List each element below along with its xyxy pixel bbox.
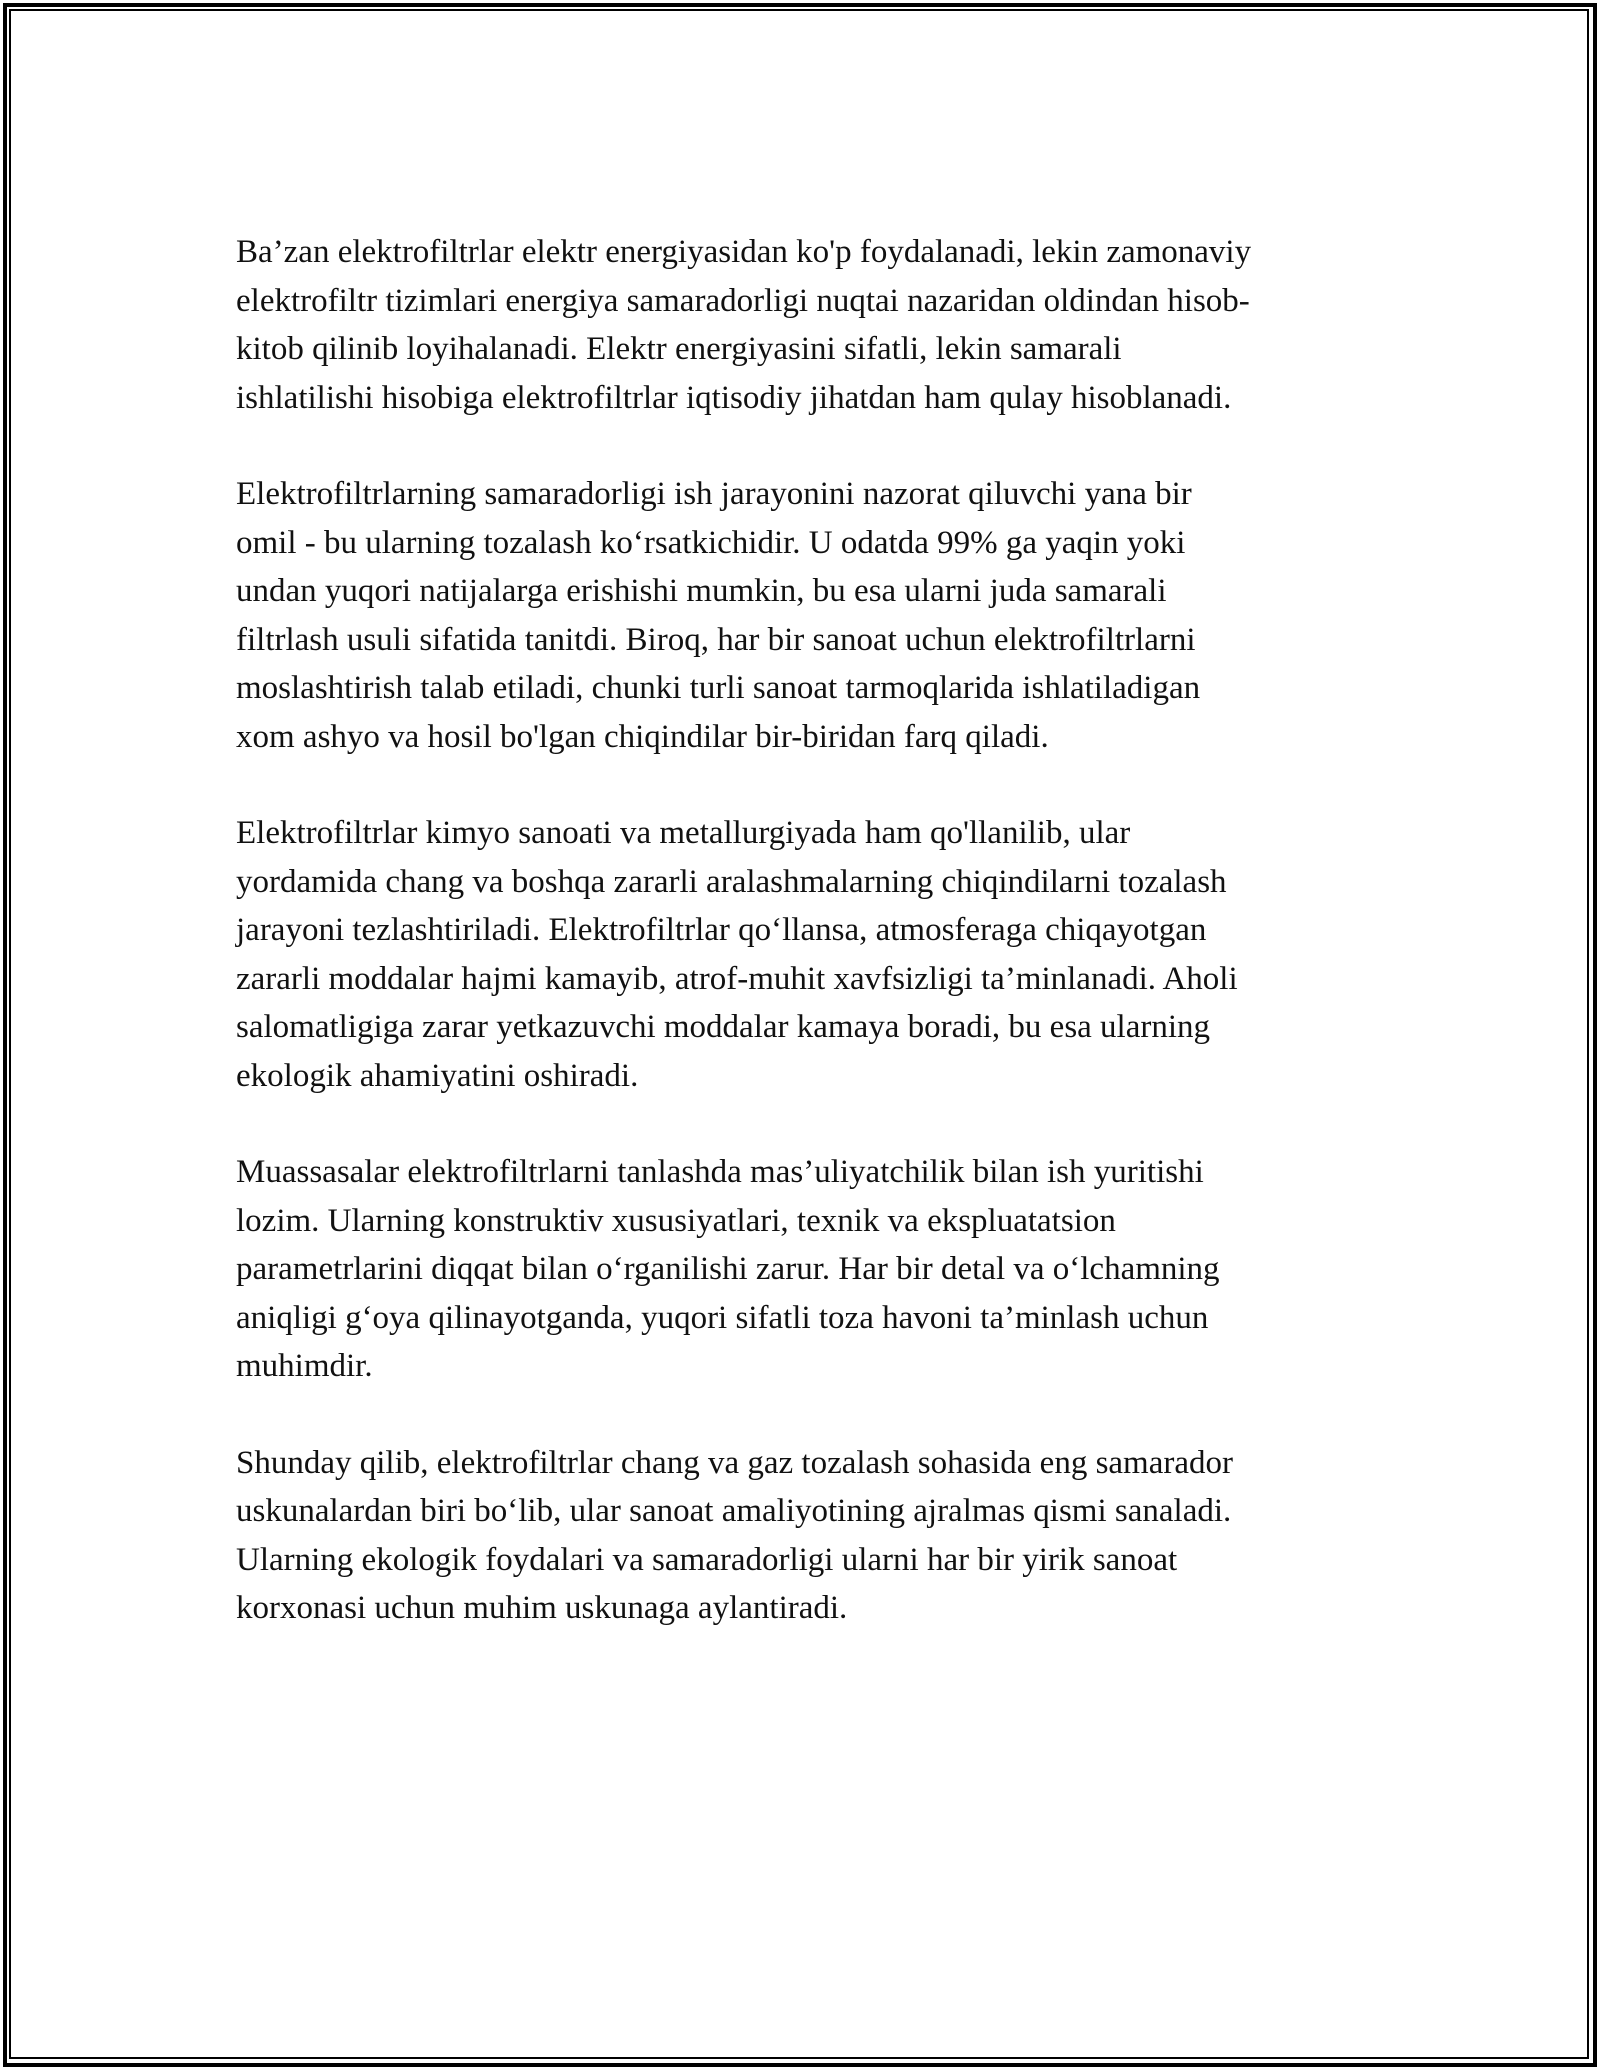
paragraph-2: Elektrofiltrlarning samaradorligi ish jarayonini nazorat qiluvchi yana bir omil - bu ularning tozalash ko‘rsatkichidir. U odatda 99% ga yaqin yoki undan yuqori natijalarga erishishi mumkin, bu esa ularni juda samarali filtrlash usuli sifatida tanitdi. Biroq, har bir sanoat uchun elektrofiltrlarni moslashtirish talab etiladi, chunki turli sanoat tarmoqlarida ishlatiladigan xom ashyo va hosil bo'lgan chiqindilar bir-biridan farq qiladi. <box>236 476 1201 755</box>
paragraph-4: Muassasalar elektrofiltrlarni tanlashda mas’uliyatchilik bilan ish yuritishi lozim. Ularning konstruktiv xususiyatlari, texnik va ekspluatatsion parametrlarini diqqat bilan o‘rganilishi zarur. Har bir detal va o‘lchamning aniqligi g‘oya qilinayotganda, yuqori sifatli toza havoni ta’minlash uchun muhimdir. <box>236 1154 1220 1384</box>
paragraph-1: Ba’zan elektrofiltrlar elektr energiyasidan ko'p foydalanadi, lekin zamonaviy elektrofiltr tizimlari energiya samaradorligi nuqtai nazaridan oldindan hisob- kitob qilinib loyihalanadi. Elektr energiyasini sifatli, lekin samarali ishlatilishi hisobiga elektrofiltrlar iqtisodiy jihatdan ham qulay hisoblanadi. <box>236 234 1252 416</box>
paragraph-3: Elektrofiltrlar kimyo sanoati va metallurgiyada ham qo'llanilib, ular yordamida chang va boshqa zararli aralashmalarning chiqindilarni tozalash jarayoni tezlashtiriladi. Elektrofiltrlar qo‘llansa, atmosferaga chiqayotgan zararli moddalar hajmi kamayib, atrof-muhit xavfsizligi ta’minlanadi. Aholi salomatligiga zarar yetkazuvchi moddalar kamaya boradi, bu esa ularning ekologik ahamiyatini oshiradi. <box>236 815 1238 1094</box>
document-body <box>236 228 1376 1681</box>
paragraph-5: Shunday qilib, elektrofiltrlar chang va gaz tozalash sohasida eng samarador uskunalardan biri bo‘lib, ular sanoat amaliyotining ajralmas qismi sanaladi. Ularning ekologik foydalari va samaradorligi ularni har bir yirik sanoat korxonasi uchun muhim uskunaga aylantiradi. <box>236 1444 1233 1626</box>
